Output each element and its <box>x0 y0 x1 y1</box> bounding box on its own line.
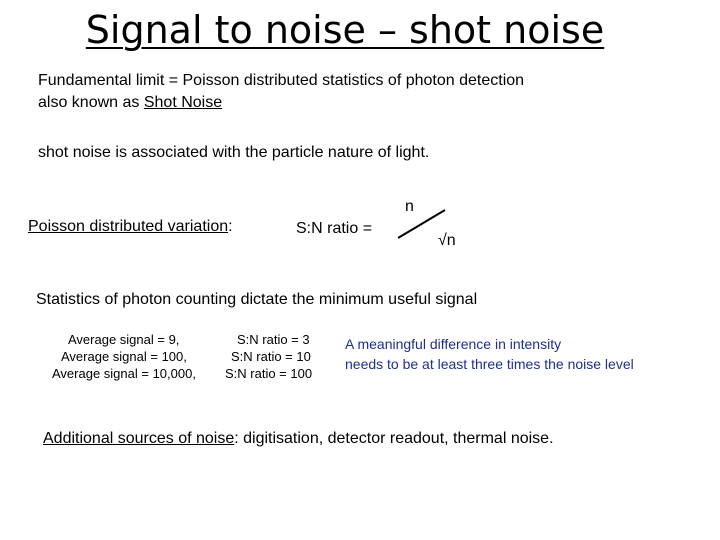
example-signal-3: Average signal = 10,000, <box>52 366 196 381</box>
example-ratio-3: S:N ratio = 100 <box>225 366 313 381</box>
poisson-label: Poisson distributed variation <box>28 218 229 235</box>
poisson-colon: : <box>228 218 233 235</box>
intro-line-2 <box>38 92 222 114</box>
additional-sources <box>43 428 554 450</box>
particle-note: shot noise is associated with the particle nature of light. <box>38 144 430 161</box>
example-ratio-2: S:N ratio = 10 <box>231 349 311 364</box>
example-signal-1: Average signal = 9, <box>68 332 180 347</box>
example-ratio-1: S:N ratio = 3 <box>237 332 310 347</box>
statistics-heading: Statistics of photon counting dictate the minimum useful signal <box>36 291 478 308</box>
additional-rest: : digitisation, detector readout, thermal noise. <box>234 430 554 447</box>
additional-label: Additional sources of noise <box>43 430 235 447</box>
meaningful-line-1: A meaningful difference in intensity <box>345 336 562 352</box>
fraction-numerator: n <box>405 198 414 215</box>
intro-prefix: also known as <box>38 94 144 111</box>
poisson-label-line <box>28 216 233 238</box>
intro-line-1: Fundamental limit = Poisson distributed statistics of photon detection <box>38 72 525 89</box>
shot-noise-term: Shot Noise <box>143 94 223 111</box>
page-title: Signal to noise – shot noise <box>85 8 605 52</box>
fraction-denominator: √n <box>438 232 456 249</box>
meaningful-line-2: needs to be at least three times the noise level <box>345 356 634 372</box>
example-signal-2: Average signal = 100, <box>61 349 187 364</box>
ratio-label: S:N ratio = <box>296 220 373 237</box>
